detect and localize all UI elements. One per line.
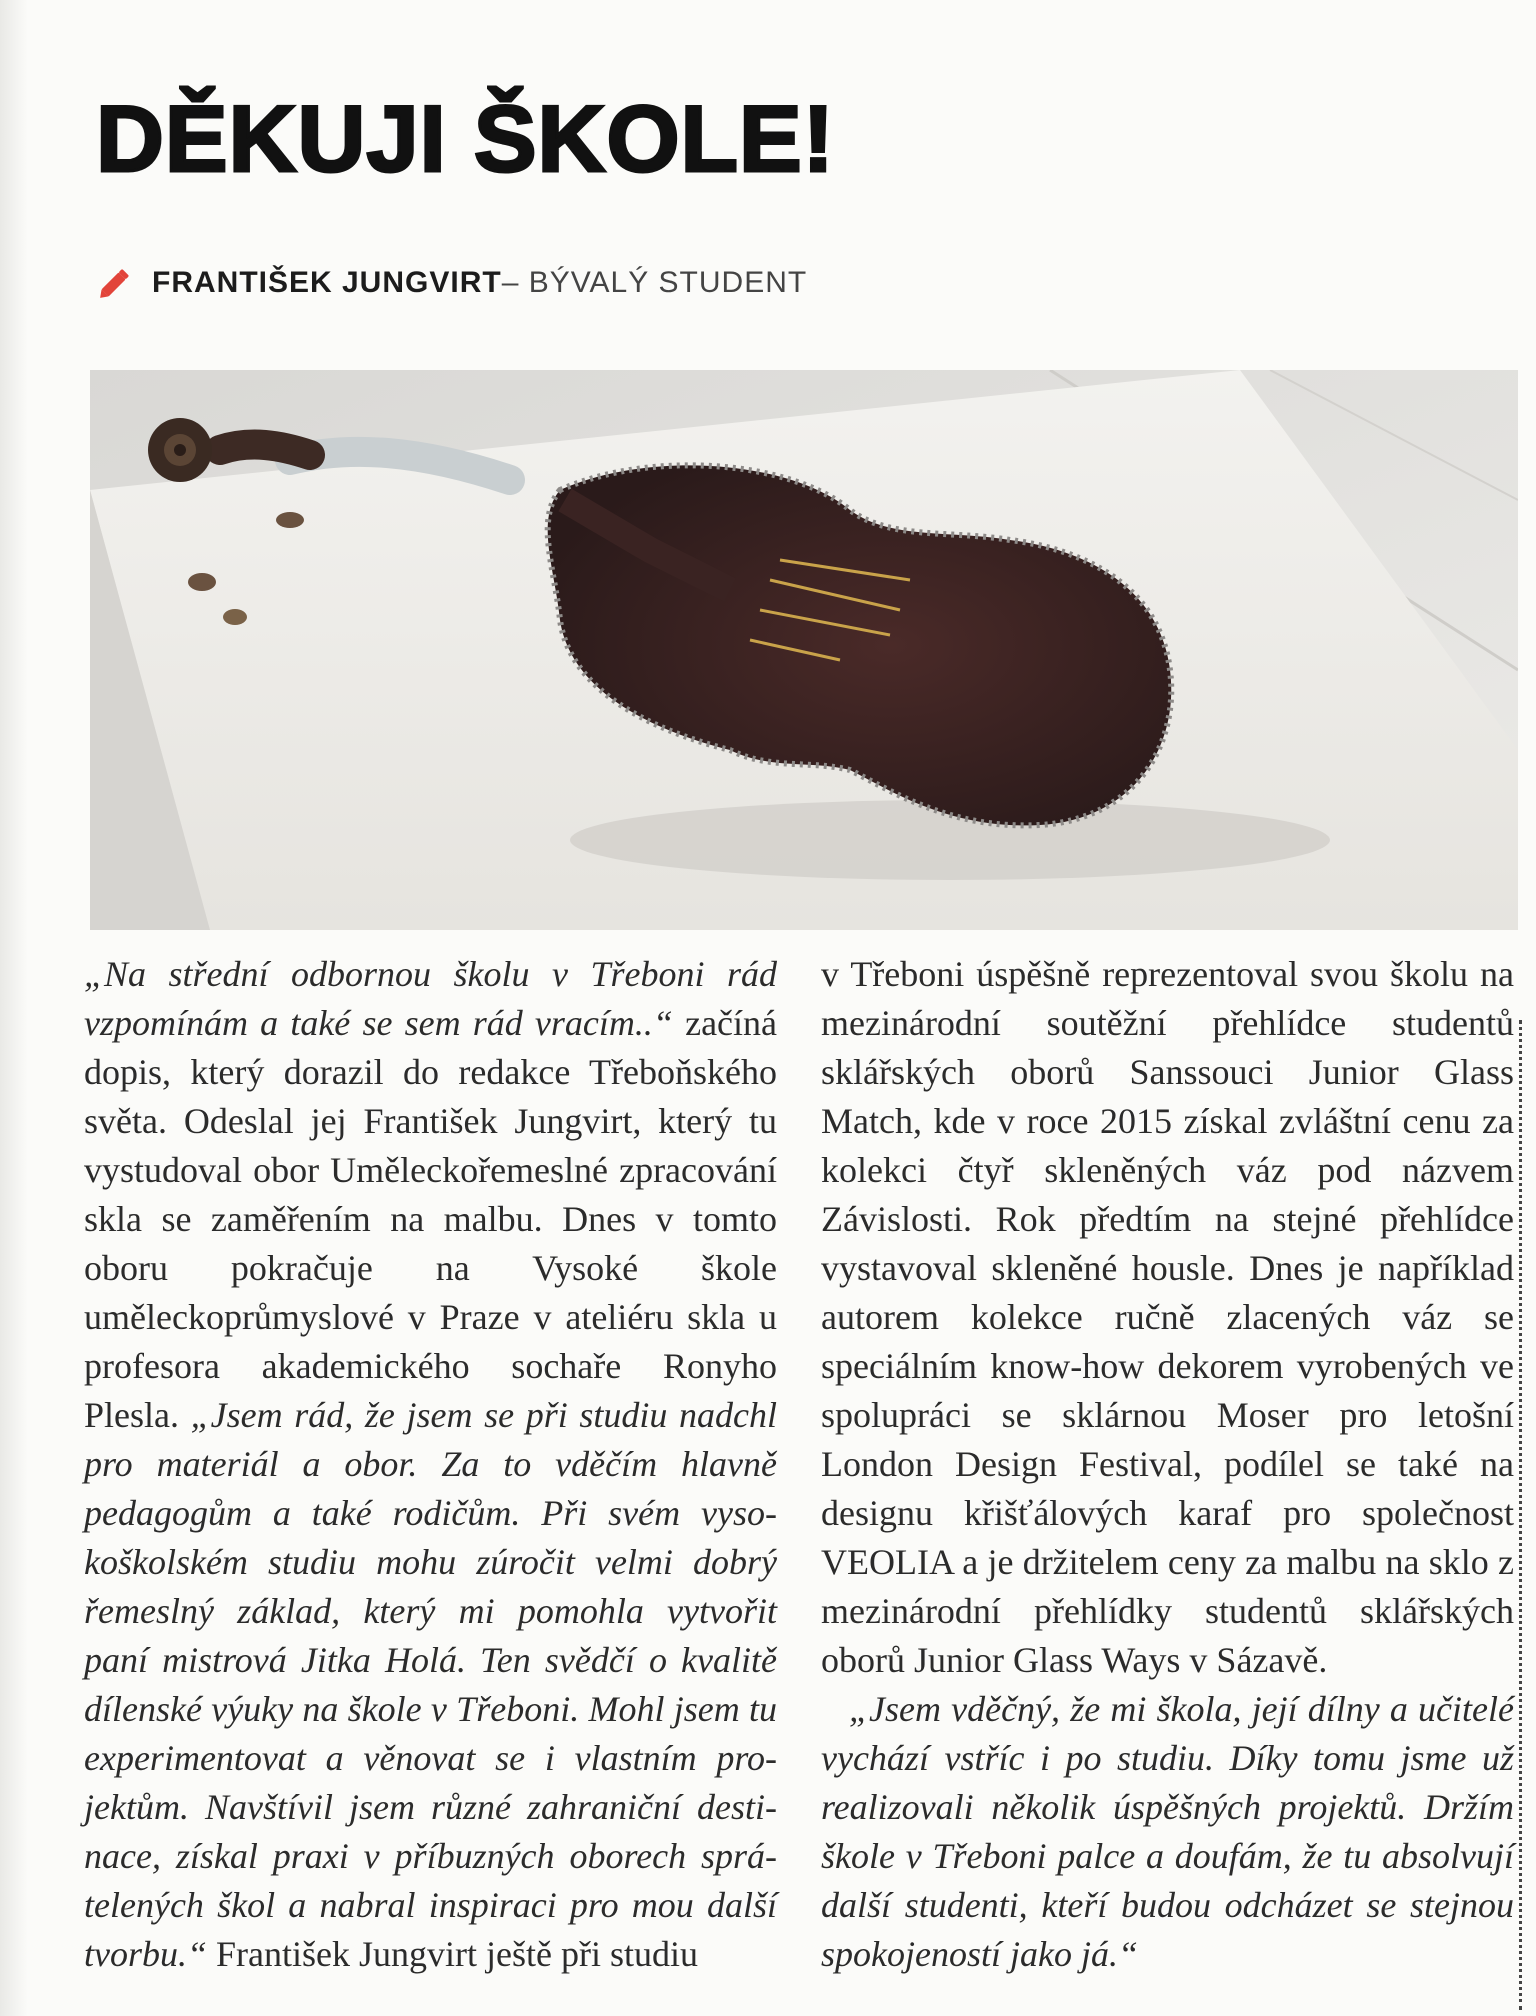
article-photo: [90, 370, 1518, 930]
byline: [96, 264, 807, 302]
body-text: František Jungvirt ještě při studiu: [207, 1934, 698, 1974]
paragraph: [84, 950, 777, 1979]
dotted-margin-rule: [1519, 1020, 1522, 2010]
quote-text: „Jsem rád, že jsem se při studiu nadchl pro materiál a obor. Za to vděčím hlavně pedagogům a také rodičům. Při svém vysokoškolském studiu mohu zúročit velmi dobrý řemeslný základ, který mi pomohla vytvořit paní mistrová Jitka Holá. Ten svědčí o kvalitě dílenské výuky na škole v Třeboni. Mohl jsem tu experimentovat a věnovat se i vlastním projektům. Navštívil jsem různé zahraniční destinace, získal praxi v příbuzných oborech sprátelených škol a nabral inspiraci pro mou další tvorbu.“: [84, 1395, 777, 1974]
byline-role: – BÝVALÝ STUDENT: [501, 266, 808, 299]
page-edge-shadow: [0, 0, 28, 2016]
byline-author: FRANTIŠEK JUNGVIRT: [152, 266, 502, 299]
glass-violin-photo: [90, 370, 1518, 930]
quote-text: „Jsem vděčný, že mi škola, její dílny a učitelé vychází vstříc i po studiu. Díky tomu jsme už realizovali několik úspěšných projektů. Držím škole v Třeboni palce a doufám, že tu absolvují další studenti, kteří budou odcházet se stejnou spokojeností jako já.“: [821, 1689, 1514, 1974]
pencil-icon: [96, 264, 134, 302]
article-title: DĚKUJI ŠKOLE!: [96, 86, 835, 191]
quote-text: „Na střední odbornou školu v Třeboni rád vzpomínám a také se sem rád vracím..“: [84, 954, 777, 1043]
paragraph: [821, 1685, 1514, 1979]
article-column-right: [821, 950, 1514, 1974]
paragraph: v Třeboni úspěšně reprezentoval svou školu na mezinárodní soutěžní přehlídce studentů sklářských oborů Sanssouci Junior Glass Match, kde v roce 2015 získal zvláštní cenu za kolekci čtyř skleněných váz pod názvem Závislosti. Rok předtím na stejné přehlídce vystavoval skleněné housle. Dnes je například autorem kolekce ručně zlacených váz se speciálním know-how dekorem vyrobených ve spolupráci se sklárnou Moser pro letošní London Design Festival, podílel se také na designu křišťálových karaf pro společnost VEOLIA a je držitelem ceny za malbu na sklo z mezinárodní přehlídky studentů sklářských oborů Junior Glass Ways v Sázavě.: [821, 954, 1514, 1680]
article-column-left: [84, 950, 778, 1974]
body-text: začíná dopis, který dorazil do redakce Třeboňského světa. Odeslal jej František Jungvirt, který tu vystudoval obor Uměleckořemeslné zpracování skla se zaměřením na malbu. Dnes v tomto oboru pokračuje na Vysoké škole uměleckoprůmyslové v Praze v ateliéru skla u profesora akademického sochaře Ronyho Plesla.: [84, 1003, 778, 1435]
article-body: [84, 950, 1514, 1974]
